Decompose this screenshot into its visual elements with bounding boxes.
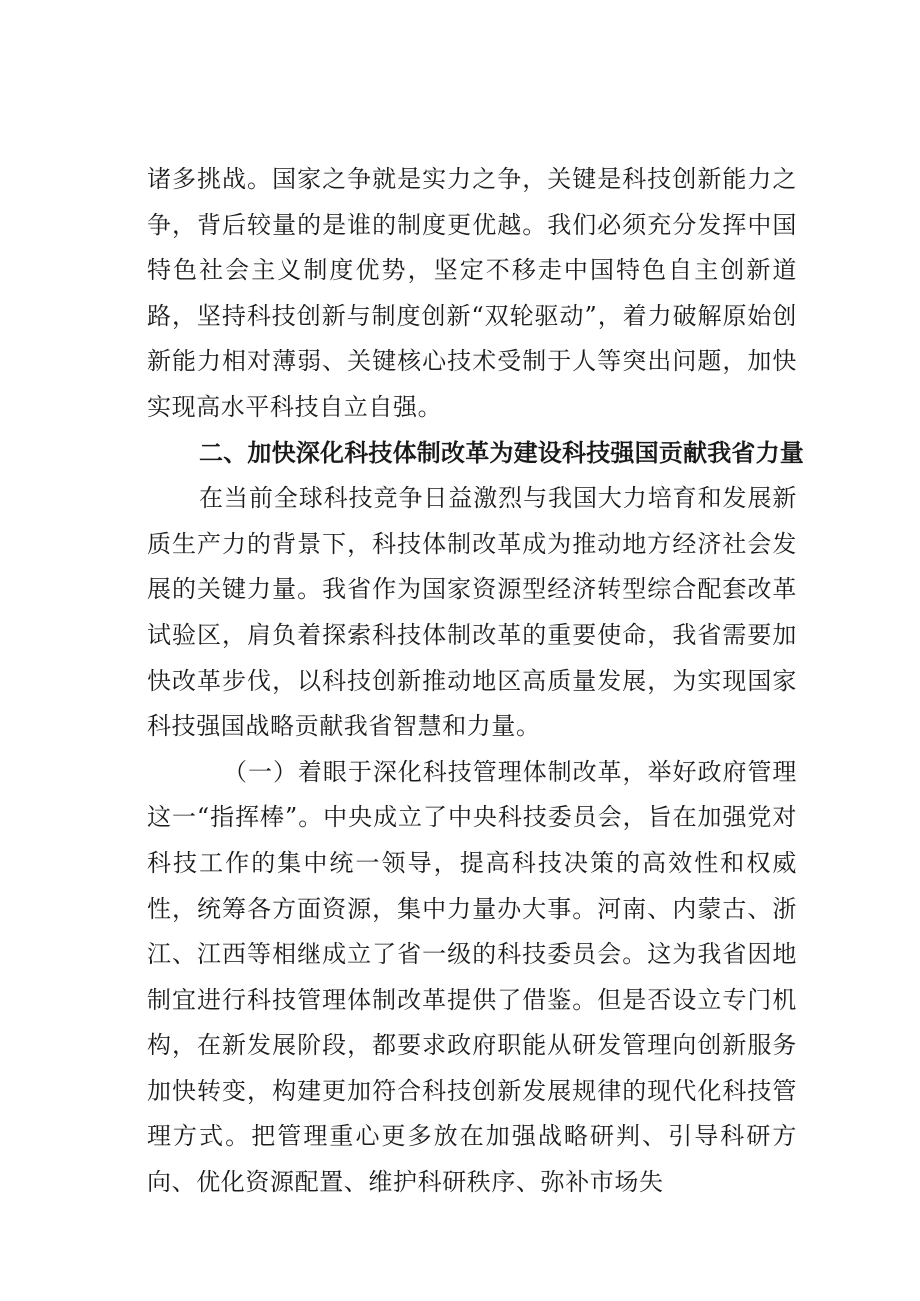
- continued-paragraph: 诸多挑战。国家之争就是实力之争，关键是科技创新能力之争，背后较量的是谁的制度更优越。我们必须充分发挥中国特色社会主义制度优势，坚定不移走中国特色自主创新道路，坚持科技创新与制度创新“双轮驱动”，着力破解原始创新能力相对薄弱、关键核心技术受制于人等突出问题，加快实现高水平科技自立自强。: [147, 165, 797, 421]
- section-heading: 二、加快深化科技体制改革为建设科技强国贡献我省力量: [199, 438, 804, 467]
- subsection-paragraph: （一）着眼于深化科技管理体制改革，举好政府管理这一“指挥棒”。中央成立了中央科技委员会，旨在加强党对科技工作的集中统一领导，提高科技决策的高效性和权威性，统筹各方面资源，集中力量办大事。河南、内蒙古、浙江、江西等相继成立了省一级的科技委员会。这为我省因地制宜进行科技管理体制改革提供了借鉴。但是否设立专门机构，在新发展阶段，都要求政府职能从研发管理向创新服务加快转变，构建更加符合科技创新发展规律的现代化科技管理方式。把管理重心更多放在加强战略研判、引导科研方向、优化资源配置、维护科研秩序、弥补市场失: [147, 757, 797, 1197]
- document-body: [147, 157, 804, 1206]
- section-intro-paragraph: 在当前全球科技竞争日益激烈与我国大力培育和发展新质生产力的背景下，科技体制改革成为推动地方经济社会发展的关键力量。我省作为国家资源型经济转型综合配套改革试验区，肩负着探索科技体制改革的重要使命，我省需要加快改革步伐，以科技创新推动地区高质量发展，为实现国家科技强国战略贡献我省智慧和力量。: [147, 484, 797, 741]
